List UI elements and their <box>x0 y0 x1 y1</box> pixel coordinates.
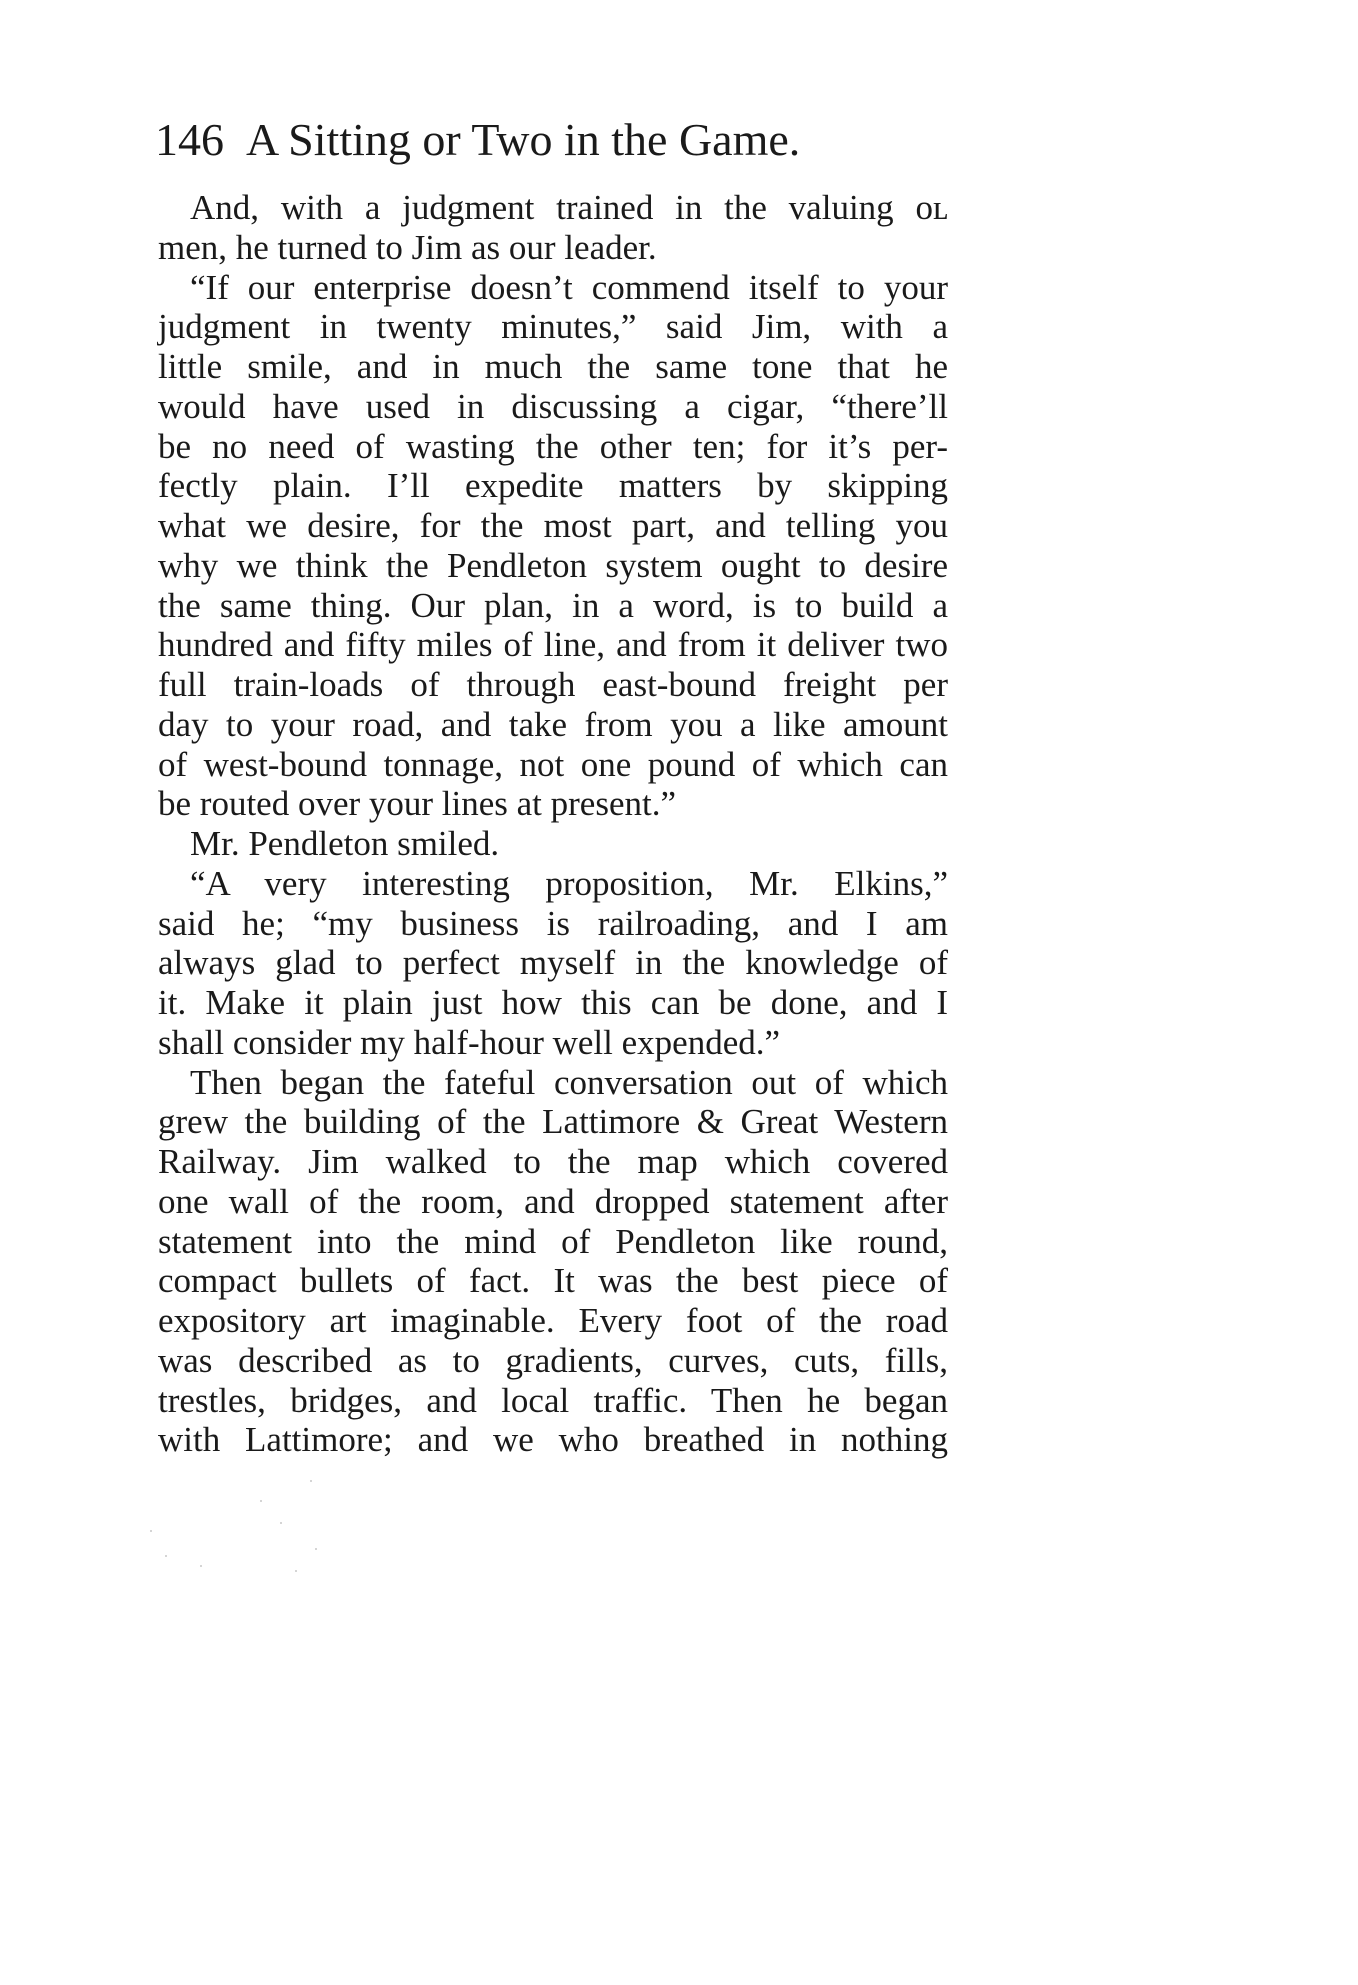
text-line: judgment in twenty minutes,” said Jim, with a <box>158 307 948 347</box>
text-line: be routed over your lines at present.” <box>158 784 677 824</box>
text-line: men, he turned to Jim as our leader. <box>158 227 657 267</box>
text-line: trestles, bridges, and local traffic. Then he began <box>158 1380 948 1420</box>
text-line: statement into the mind of Pendleton like round, <box>158 1221 948 1261</box>
scan-speck <box>260 1500 262 1502</box>
text-line: said he; “my business is railroading, and I am <box>158 903 948 943</box>
text-line: of west-bound tonnage, not one pound of which can <box>158 744 948 784</box>
scan-speck <box>165 1555 167 1557</box>
text-line: hundred and fifty miles of line, and from it deliver two <box>158 625 948 665</box>
text-line: what we desire, for the most part, and telling you <box>158 506 948 545</box>
scan-speck <box>200 1565 202 1567</box>
text-line: compact bullets of fact. It was the best piece of <box>158 1261 948 1301</box>
text-line: “If our enterprise doesn’t commend itself to your <box>190 267 948 307</box>
scan-specks <box>140 1460 360 1580</box>
body-text <box>158 188 948 1460</box>
text-line: be no need of wasting the other ten; for it’s per- <box>158 426 948 466</box>
text-line: fectly plain. I’ll expedite matters by skipping <box>158 466 948 506</box>
running-head <box>155 110 955 170</box>
text-line: shall consider my half-hour well expended.” <box>158 1022 781 1062</box>
text-line: And, with a judgment trained in the valuing oʟ <box>190 188 948 227</box>
text-line: Railway. Jim walked to the map which covered <box>158 1142 948 1181</box>
text-line: with Lattimore; and we who breathed in nothing <box>158 1420 948 1460</box>
scan-speck <box>150 1530 152 1532</box>
text-line: was described as to gradients, curves, cuts, fills, <box>158 1340 948 1380</box>
text-line: little smile, and in much the same tone that he <box>158 347 948 386</box>
text-line: would have used in discussing a cigar, “there’ll <box>158 386 948 426</box>
page-number: 146 <box>155 114 224 165</box>
text-line: Then began the fateful conversation out of which <box>190 1062 948 1102</box>
text-line: “A very interesting proposition, Mr. Elkins,” <box>190 863 948 903</box>
scan-speck <box>280 1522 282 1524</box>
text-line: Mr. Pendleton smiled. <box>190 824 500 863</box>
scan-speck <box>315 1548 317 1550</box>
text-line: one wall of the room, and dropped statement after <box>158 1181 948 1221</box>
text-line: day to your road, and take from you a like amount <box>158 704 948 744</box>
running-title: A Sitting or Two in the Game. <box>246 114 801 165</box>
text-line: always glad to perfect myself in the knowledge of <box>158 943 948 983</box>
scan-speck <box>295 1570 297 1572</box>
text-line: grew the building of the Lattimore & Great Western <box>158 1102 948 1142</box>
text-line: expository art imaginable. Every foot of the road <box>158 1301 948 1340</box>
text-line: why we think the Pendleton system ought to desire <box>158 545 948 585</box>
text-line: it. Make it plain just how this can be done, and I <box>158 983 948 1022</box>
text-line: the same thing. Our plan, in a word, is to build a <box>158 585 948 625</box>
text-line: full train-loads of through east-bound freight per <box>158 665 948 704</box>
scan-speck <box>310 1480 312 1482</box>
